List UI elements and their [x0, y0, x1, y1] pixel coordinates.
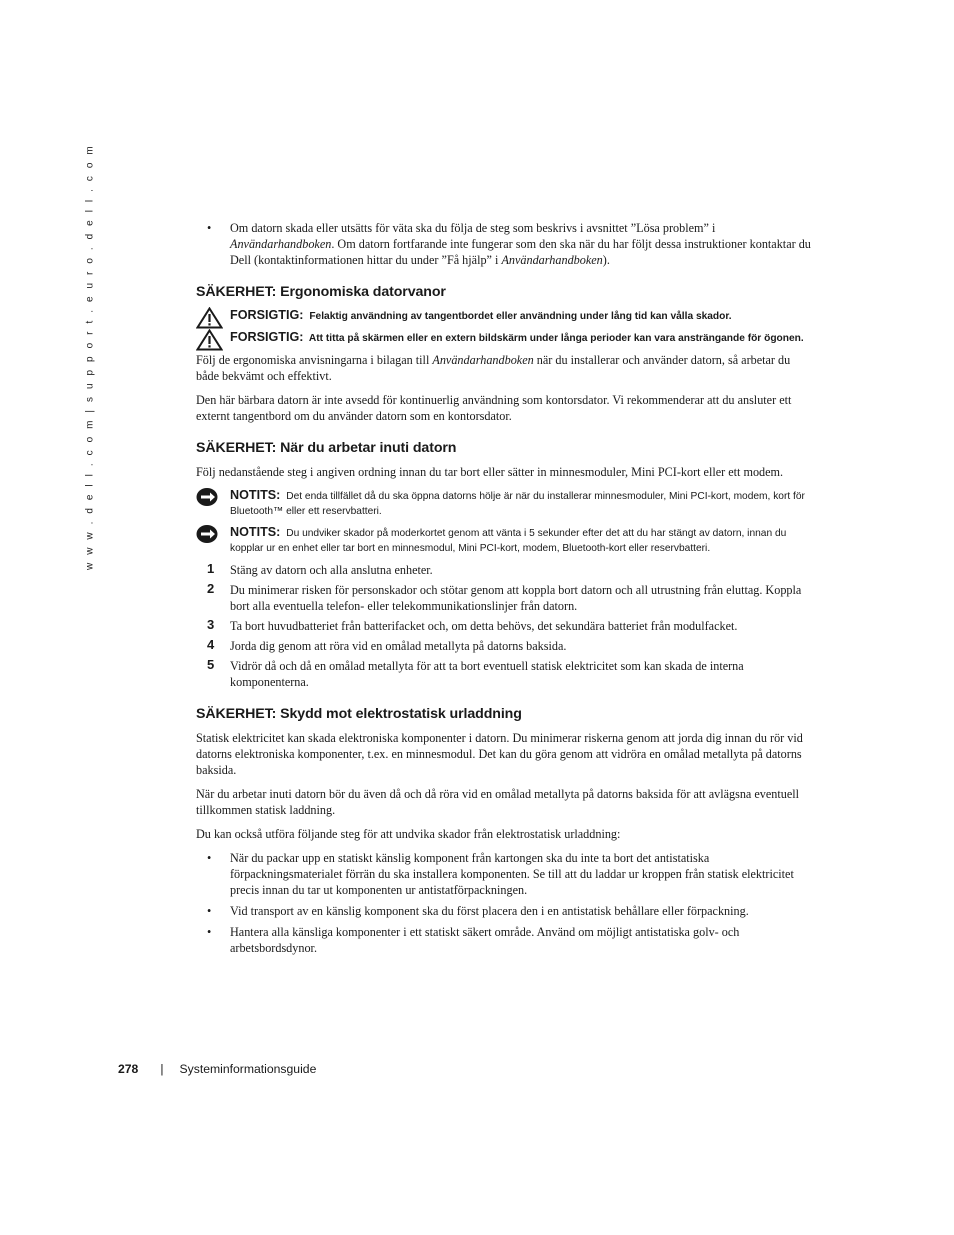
paragraph: Följ nedanstående steg i angiven ordning innan du tar bort eller sätter in minnesmoduler, Mini PCI-kort eller ett modem.	[196, 465, 784, 479]
notice-label: NOTITS:	[230, 488, 281, 502]
document-title: Systeminformationsguide	[179, 1062, 317, 1076]
caution-text: Att titta på skärmen eller en extern bildskärm under långa perioder kan vara ansträngande för ögonen.	[308, 333, 804, 344]
notice-icon	[196, 487, 220, 512]
caution-label: FORSIGTIG:	[230, 308, 304, 322]
notice-note	[196, 525, 816, 556]
step-text: Du minimerar risken för personskador och stötar genom att koppla bort datorn och all utrustning från eluttag. Koppla bort alla eventuella telefon- eller telekommunikationslinjer från datorn.	[230, 583, 802, 613]
step-number: 1	[207, 561, 215, 576]
step-text: Jorda dig genom att röra vid en omålad metallyta på datorns baksida.	[230, 639, 567, 653]
sidebar-url: w w w . d e l l . c o m | s u p p o r t . e u r o . d e l l . c o m	[84, 143, 96, 571]
steps-list	[196, 562, 816, 690]
step-item	[196, 618, 816, 634]
step-text: Vidrör då och då en omålad metallyta för att ta bort eventuell statisk elektricitet som kan skada de interna komponenterna.	[230, 659, 744, 689]
page-footer	[118, 1062, 316, 1076]
page-content	[196, 220, 816, 964]
bullet-marker: •	[207, 904, 212, 918]
manual-title: Användarhandboken	[432, 353, 534, 367]
manual-title: Användarhandboken	[501, 253, 603, 267]
step-number: 2	[207, 581, 215, 596]
caution-label: FORSIGTIG:	[230, 330, 304, 344]
text-run: ).	[602, 253, 610, 267]
list-item-text: Hantera alla känsliga komponenter i ett statiskt säkert område. Använd om möjligt antistatiska golv- och arbetsbordsdynor.	[230, 925, 740, 955]
step-number: 3	[207, 617, 215, 632]
list-item	[196, 903, 816, 919]
step-item	[196, 582, 816, 614]
bullet-marker: •	[207, 851, 212, 865]
section-heading-esd: SÄKERHET: Skydd mot elektrostatisk urladdning	[196, 706, 522, 722]
text-run: Om datorn skada eller utsätts för väta ska du följa de steg som beskrivs i avsnittet ”Lösa problem” i	[230, 221, 716, 235]
paragraph	[196, 352, 816, 384]
list-item	[196, 220, 816, 268]
notice-icon	[196, 524, 220, 549]
step-item	[196, 562, 816, 578]
notice-text: Det enda tillfället då du ska öppna datorns hölje är när du installerar minnesmoduler, Mini PCI-kort, modem, kort för Bluetooth™ eller ett reservbatteri.	[230, 491, 805, 517]
step-text: Ta bort huvudbatteriet från batterifacket och, om detta behövs, det sekundära batteriet från modulfacket.	[230, 619, 738, 633]
page-number: 278	[118, 1062, 139, 1076]
paragraph: Du kan också utföra följande steg för att undvika skador från elektrostatisk urladdning:	[196, 827, 621, 841]
caution-note	[196, 330, 816, 346]
caution-text: Felaktig användning av tangentbordet eller användning under lång tid kan vålla skador.	[309, 311, 732, 322]
step-number: 4	[207, 637, 215, 652]
list-item-text: När du packar upp en statiskt känslig komponent från kartongen ska du inte ta bort det antistatiska förpackningsmaterialet förrän du ska installera komponenten. Se till att du laddar ur kroppen från statisk elektricitet precis innan du tar ut komponenten ur antistatförpackningen.	[230, 851, 794, 897]
caution-note	[196, 308, 816, 324]
intro-bullets	[196, 220, 816, 268]
text-run: Följ de ergonomiska anvisningarna i bilagan till	[196, 353, 433, 367]
list-item	[196, 924, 816, 956]
notice-text: Du undviker skador på moderkortet genom att vänta i 5 sekunder efter det att du har stängt av datorn, innan du kopplar ur en enhet eller tar bort en minnesmodul, Mini PCI-kort, modem, Bluetooth-kort eller reservbatteri.	[230, 528, 787, 554]
step-item	[196, 638, 816, 654]
step-text: Stäng av datorn och alla anslutna enheter.	[230, 563, 433, 577]
footer-separator: |	[160, 1062, 164, 1076]
text-run: . Om datorn fortfarande inte fungerar som den ska när du har följt dessa instruktioner kontaktar du Dell (kontaktinformationen hittar du under ”Få hjälp” i	[230, 237, 811, 267]
esd-bullets	[196, 850, 816, 956]
bullet-marker: •	[207, 925, 212, 939]
notice-note	[196, 488, 816, 519]
list-item	[196, 850, 816, 898]
section-heading-ergonomics: SÄKERHET: Ergonomiska datorvanor	[196, 284, 446, 300]
step-item	[196, 658, 816, 690]
step-number: 5	[207, 657, 215, 672]
manual-title: Användarhandboken	[230, 237, 332, 251]
paragraph: Den här bärbara datorn är inte avsedd för kontinuerlig användning som kontorsdator. Vi rekommenderar att du ansluter ett externt tangentbord om du använder datorn som en kontorsdator.	[196, 393, 792, 423]
section-heading-inside-computer: SÄKERHET: När du arbetar inuti datorn	[196, 440, 457, 456]
notice-label: NOTITS:	[230, 525, 281, 539]
list-item-text: Vid transport av en känslig komponent ska du först placera den i en antistatisk behållare eller förpackning.	[230, 904, 749, 918]
paragraph: När du arbetar inuti datorn bör du även då och då röra vid en omålad metallyta på datorns baksida för att avlägsna eventuell tillkommen statisk laddning.	[196, 787, 800, 817]
bullet-marker: •	[207, 221, 212, 235]
paragraph: Statisk elektricitet kan skada elektroniska komponenter i datorn. Du minimerar riskerna genom att jorda dig innan du rör vid datorns elektroniska komponenter, t.ex. en minnesmodul. Det kan du göra genom att vidröra en omålad metallyta på datorns baksida.	[196, 731, 803, 777]
text-run: när du installerar och använder datorn, så arbetar du både bekvämt och effektivt.	[196, 353, 791, 383]
caution-triangle-icon	[196, 329, 223, 356]
